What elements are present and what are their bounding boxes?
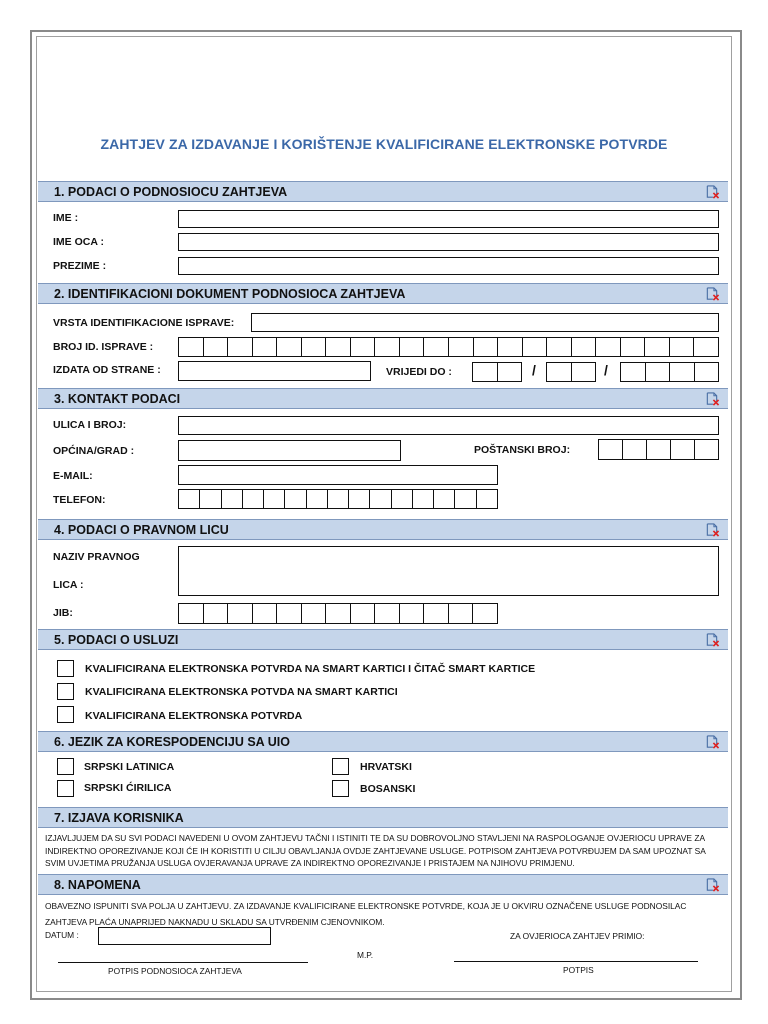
section-8-title: 8. NAPOMENA [54,878,141,892]
telefon-label: TELEFON: [53,494,106,506]
vrijedi-month-cells[interactable] [546,362,596,382]
clear-section-icon[interactable] [704,633,720,647]
section-7-title: 7. IZJAVA KORISNIKA [54,811,184,825]
section-1-header [38,181,728,202]
section-6-header [38,731,728,752]
section-4-header [38,519,728,540]
section-6-title: 6. JEZIK ZA KORESPODENCIJU SA UIO [54,735,290,749]
section-2-header [38,283,728,304]
vrijedi-label: VRIJEDI DO : [386,366,452,378]
izjava-line: INDIREKTNO OPOREZIVANJE KOJI ĆE IH KORISTITI U CILJU OBAVLJANJA OVDJE ZAHTJEVANE USLUGE. POTPISOM ZAHTJEVA POTVRĐUJEM DA SAM UPOZNAT SA [45,845,706,856]
section-1-title: 1. PODACI O PODNOSIOCU ZAHTJEVA [54,185,288,199]
usluga-option-1: KVALIFICIRANA ELEKTRONSKA POTVRDA NA SMART KARTICI I ČITAČ SMART KARTICE [85,663,536,675]
ulica-label: ULICA I BROJ: [53,419,127,431]
vrsta-field[interactable] [251,313,719,332]
vrijedi-day-cells[interactable] [472,362,522,382]
prezime-label: PREZIME : [53,260,107,272]
primio-label: ZA OVJERIOCA ZAHTJEV PRIMIO: [510,931,645,941]
section-2-title: 2. IDENTIFIKACIONI DOKUMENT PODNOSIOCA ZAHTJEVA [54,287,406,301]
section-8-header [38,874,728,895]
jezik-cirilica-label: SRPSKI ĆIRILICA [84,782,172,794]
vrsta-label: VRSTA IDENTIFIKACIONE ISPRAVE: [53,317,235,329]
izjava-text [45,832,725,870]
ime-oca-field[interactable] [178,233,719,251]
section-3-header [38,388,728,409]
broj-id-cells[interactable] [178,337,719,357]
broj-label: BROJ ID. ISPRAVE : [53,341,154,353]
date-slash: / [532,362,536,378]
clear-section-icon[interactable] [704,287,720,301]
clear-section-icon[interactable] [704,185,720,199]
potpis-podnosioca-label: POTPIS PODNOSIOCA ZAHTJEVA [108,966,242,976]
jezik-checkbox-latinica[interactable] [57,758,74,775]
napomena-line: OBAVEZNO ISPUNITI SVA POLJA U ZAHTJEVU. ZA IZDAVANJE KVALIFICIRANE ELEKTRONSKE POTVRDE, KOJA JE U OKVIRU OZNAČENE USLUGE PODNOSILAC [45,901,687,911]
ulica-field[interactable] [178,416,719,435]
date-slash: / [604,362,608,378]
ime-label: IME : [53,212,79,224]
clear-section-icon[interactable] [704,878,720,892]
email-field[interactable] [178,465,498,485]
jib-label: JIB: [53,607,73,619]
section-4-title: 4. PODACI O PRAVNOM LICU [54,523,229,537]
usluga-option-3: KVALIFICIRANA ELEKTRONSKA POTVRDA [85,710,303,722]
vrijedi-year-cells[interactable] [620,362,719,382]
izjava-line: IZJAVLJUJEM DA SU SVI PODACI NAVEDENI U OVOM ZAHTJEVU TAČNI I ISTINITI TE DA SU DOBROVOLJNO STAVLJENI NA RASPOLOGANJE OVJERIOCU UPRAVE ZA [45,833,706,843]
telefon-cells[interactable] [178,489,498,509]
ime-oca-label: IME OCA : [53,236,104,248]
potpis-label: POTPIS [563,965,594,975]
mp-label: M.P. [357,950,374,960]
jezik-checkbox-cirilica[interactable] [57,780,74,797]
potpis-line [454,961,698,962]
section-5-header [38,629,728,650]
jezik-bosanski-label: BOSANSKI [360,783,416,795]
jezik-latinica-label: SRPSKI LATINICA [84,761,175,773]
jib-cells[interactable] [178,603,498,624]
napomena-line: ZAHTJEVA PLAĆA UNAPRIJED NAKNADU U SKLADU SA UTVRĐENIM CJENOVNIKOM. [45,917,385,927]
prezime-field[interactable] [178,257,719,275]
opcina-label: OPĆINA/GRAD : [53,445,135,457]
jezik-checkbox-hrvatski[interactable] [332,758,349,775]
usluga-option-2: KVALIFICIRANA ELEKTRONSKA POTVDA NA SMART KARTICI [85,686,398,698]
jezik-checkbox-bosanski[interactable] [332,780,349,797]
postanski-cells[interactable] [598,439,719,460]
clear-section-icon[interactable] [704,523,720,537]
datum-field[interactable] [98,927,271,945]
email-label: E-MAIL: [53,470,93,482]
izjava-line: SVIM UVJETIMA PRUŽANJA USLUGA OVJERAVANJA UPRAVE ZA INDIREKTNO OPOREZIVANJE I PRISTAJEM NA NJIHOVU PRIMJENU. [45,858,575,868]
usluga-checkbox-1[interactable] [57,660,74,677]
lica-label: LICA : [53,579,84,591]
section-7-header [38,807,728,828]
section-3-title: 3. KONTAKT PODACI [54,392,181,406]
form-title: ZAHTJEV ZA IZDAVANJE I KORIŠTENJE KVALIFICIRANE ELEKTRONSKE POTVRDE [100,136,668,152]
jezik-hrvatski-label: HRVATSKI [360,761,412,773]
clear-section-icon[interactable] [704,735,720,749]
izdata-field[interactable] [178,361,371,381]
ime-field[interactable] [178,210,719,228]
izdata-label: IZDATA OD STRANE : [53,364,161,376]
potpis-podnosioca-line [58,962,308,963]
opcina-field[interactable] [178,440,401,461]
datum-label: DATUM : [45,930,79,940]
usluga-checkbox-2[interactable] [57,683,74,700]
napomena-text [45,898,725,930]
naziv-field[interactable] [178,546,719,596]
clear-section-icon[interactable] [704,392,720,406]
usluga-checkbox-3[interactable] [57,706,74,723]
postanski-label: POŠTANSKI BROJ: [474,444,571,456]
naziv-label: NAZIV PRAVNOG [53,551,140,563]
section-5-title: 5. PODACI O USLUZI [54,633,179,647]
